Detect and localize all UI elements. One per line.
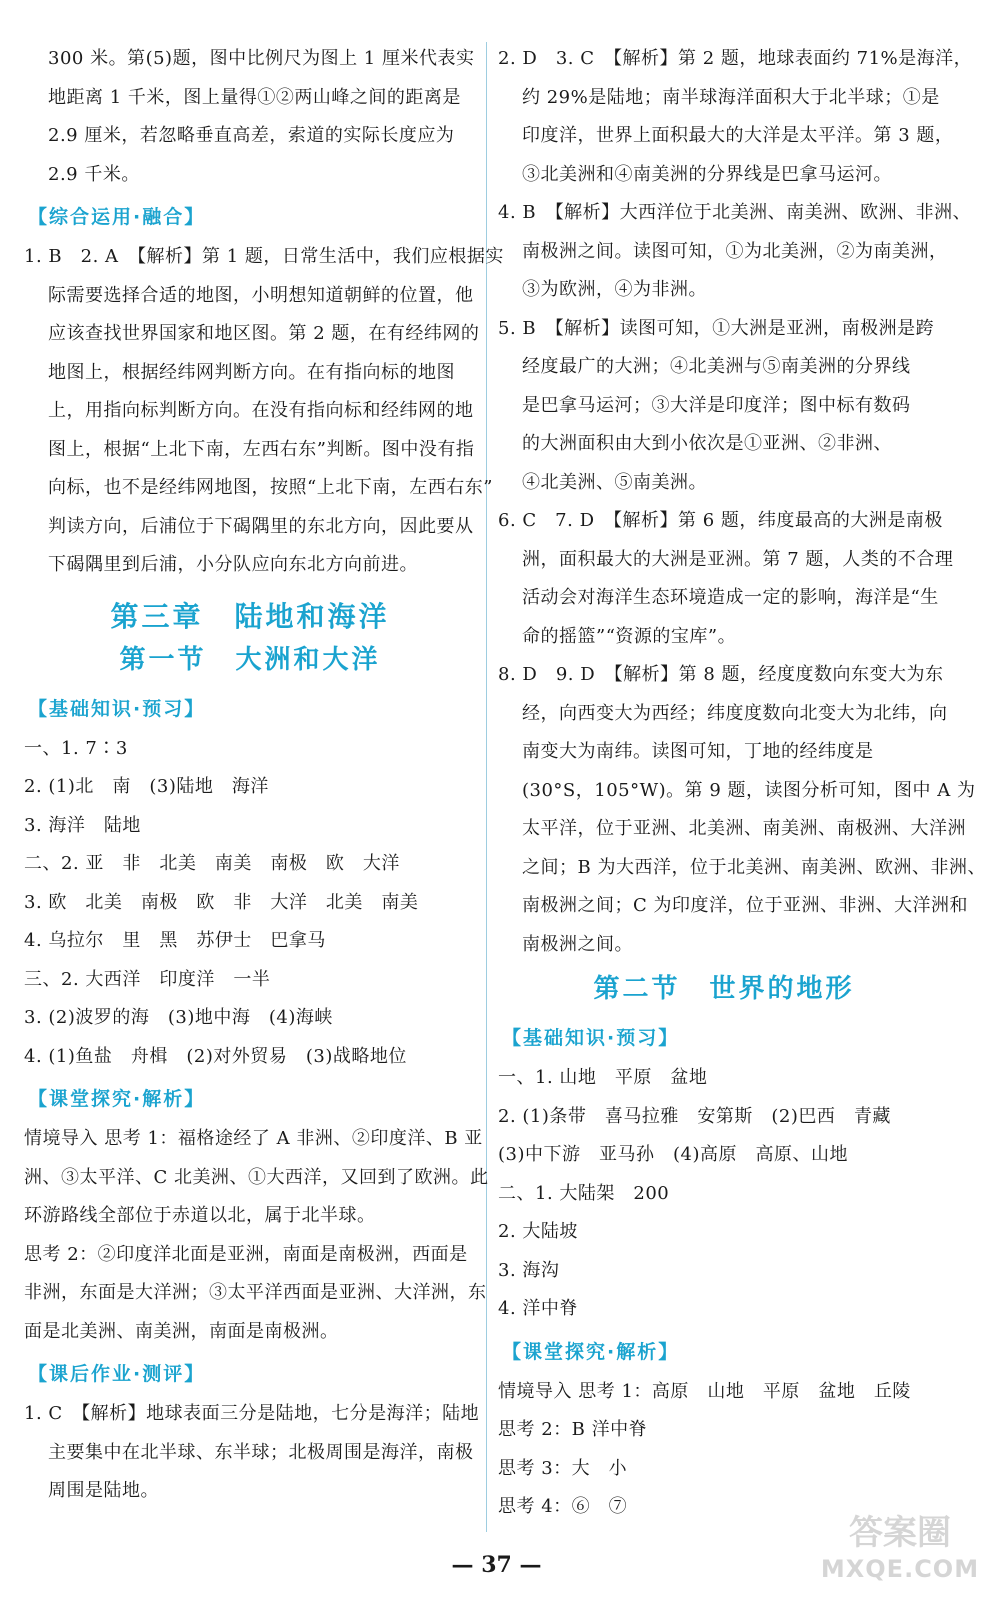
answer-line: 南极洲之间。读图可知，①为北美洲，②为南美洲， bbox=[522, 240, 948, 262]
answer-line: ④北美洲、⑤南美洲。 bbox=[522, 471, 707, 493]
answer-line: 3. 海沟 bbox=[498, 1259, 560, 1281]
answer-line: 2. D 3. C 【解析】第 2 题，地球表面约 71%是海洋， bbox=[498, 48, 973, 69]
answer-line: 情境导入 思考 1：福格途经了 A 非洲、②印度洋、B 亚 bbox=[24, 1128, 483, 1149]
answer-line: 3. 欧 北美 南极 欧 非 大洋 北美 南美 bbox=[24, 891, 419, 913]
answer-line: 6. C 7. D 【解析】第 6 题，纬度最高的大洲是南极 bbox=[498, 510, 943, 531]
answer-line: 4. B 【解析】大西洋位于北美洲、南美洲、欧洲、非洲、 bbox=[498, 202, 972, 223]
answer-line: ③为欧洲，④为非洲。 bbox=[522, 279, 707, 300]
answer-line: 思考 3：大 小 bbox=[498, 1457, 628, 1479]
answer-line: 命的摇篮”“资源的宝库”。 bbox=[522, 625, 737, 647]
chapter-title: 第三章 陆地和海洋 bbox=[110, 599, 390, 633]
answer-line: 情境导入 思考 1：高原 山地 平原 盆地 丘陵 bbox=[498, 1380, 911, 1402]
answer-line: 4. (1)鱼盐 舟楫 (2)对外贸易 (3)战略地位 bbox=[24, 1045, 407, 1067]
answer-line: 2. (1)条带 喜马拉雅 安第斯 (2)巴西 青藏 bbox=[498, 1105, 891, 1127]
lesson-title: 第一节 大洲和大洋 bbox=[119, 644, 381, 675]
answer-line: 印度洋，世界上面积最大的大洋是太平洋。第 3 题， bbox=[522, 125, 954, 146]
text-line: 2.9 厘米，若忽略垂直高差，索道的实际长度应为 bbox=[48, 125, 455, 146]
answer-line: 判读方向，后浦位于下碣隅里的东北方向，因此要从 bbox=[48, 515, 474, 537]
section-header-zonghe: 【综合运用·融合】 bbox=[28, 206, 206, 228]
left-column bbox=[24, 40, 504, 1511]
answer-line: 3. 海洋 陆地 bbox=[24, 814, 141, 836]
answer-line: 二、2. 亚 非 北美 南美 南极 欧 大洋 bbox=[24, 853, 400, 874]
answer-line: 环游路线全部位于赤道以北，属于北半球。 bbox=[24, 1205, 376, 1226]
answer-line: 下碣隅里到后浦，小分队应向东北方向前进。 bbox=[48, 554, 418, 575]
section-header-ketang: 【课堂探究·解析】 bbox=[28, 1088, 206, 1110]
text-line: 2.9 千米。 bbox=[48, 163, 140, 185]
answer-line: 之间；B 为大西洋，位于北美洲、南美洲、欧洲、非洲、 bbox=[522, 856, 986, 878]
section-header-jichu: 【基础知识·预习】 bbox=[502, 1027, 680, 1049]
answer-line: 三、2. 大西洋 印度洋 一半 bbox=[24, 968, 271, 990]
answer-line: ③北美洲和④南美洲的分界线是巴拿马运河。 bbox=[522, 163, 892, 185]
answer-line: 思考 2：②印度洋北面是亚洲，南面是南极洲，西面是 bbox=[24, 1243, 468, 1265]
answer-line: 一、1. 山地 平原 盆地 bbox=[498, 1067, 708, 1088]
right-column bbox=[498, 40, 986, 1527]
answer-line: 地图上，根据经纬网判断方向。在有指向标的地图 bbox=[48, 361, 455, 383]
answer-line: 4. 乌拉尔 里 黑 苏伊士 巴拿马 bbox=[24, 930, 326, 951]
section-header-jichu: 【基础知识·预习】 bbox=[28, 697, 206, 720]
answer-line: 洲，面积最大的大洲是亚洲。第 7 题，人类的不合理 bbox=[522, 548, 954, 570]
section-header-kehou: 【课后作业·测评】 bbox=[28, 1363, 206, 1385]
answer-line: 应该查找世界国家和地区图。第 2 题，在有经纬网的 bbox=[48, 323, 480, 344]
answer-line: 1. B 2. A 【解析】第 1 题，日常生活中，我们应根据实 bbox=[24, 246, 504, 267]
answer-line: 1. C 【解析】地球表面三分是陆地，七分是海洋；陆地 bbox=[24, 1403, 480, 1424]
answer-line: 是巴拿马运河；③大洋是印度洋；图中标有数码 bbox=[522, 394, 911, 416]
answer-line: 主要集中在北半球、东半球；北极周围是海洋，南极 bbox=[48, 1441, 474, 1463]
answer-line: 洲、③太平洋、C 北美洲、①大西洋，又回到了欧洲。此 bbox=[24, 1166, 489, 1188]
answer-line: 南变大为南纬。读图可知，丁地的经纬度是 bbox=[522, 741, 874, 762]
answer-line: 思考 4：⑥ ⑦ bbox=[498, 1496, 628, 1517]
answer-line: 2. (1)北 南 (3)陆地 海洋 bbox=[24, 776, 269, 797]
answer-line: 4. 洋中脊 bbox=[498, 1298, 578, 1319]
answer-line: 5. B 【解析】读图可知，①大洲是亚洲，南极洲是跨 bbox=[498, 317, 935, 339]
answer-line: 南极洲之间；C 为印度洋，位于亚洲、非洲、大洋洲和 bbox=[522, 895, 968, 916]
answer-line: 的大洲面积由大到小依次是①亚洲、②非洲、 bbox=[522, 433, 892, 454]
text-line: 地距离 1 千米，图上量得①②两山峰之间的距离是 bbox=[48, 86, 461, 108]
answer-line: 活动会对海洋生态环境造成一定的影响，海洋是“生 bbox=[522, 587, 939, 608]
lesson-title: 第二节 世界的地形 bbox=[593, 974, 855, 1004]
answer-line: 思考 2：B 洋中脊 bbox=[498, 1419, 648, 1440]
answer-line: 图上，根据“上北下南，左西右东”判断。图中没有指 bbox=[48, 438, 475, 460]
answer-line: 非洲，东面是大洋洲；③太平洋西面是亚洲、大洋洲，东 bbox=[24, 1282, 487, 1303]
answer-line: 8. D 9. D 【解析】第 8 题，经度度数向东变大为东 bbox=[498, 664, 944, 685]
answer-line: 经，向西变大为西经；纬度度数向北变大为北纬，向 bbox=[522, 702, 948, 724]
answer-line: 3. (2)波罗的海 (3)地中海 (4)海峡 bbox=[24, 1007, 333, 1028]
watermark-top-text: 答案圈 bbox=[849, 1513, 951, 1553]
answer-line: 一、1. 7∶3 bbox=[24, 737, 128, 759]
answer-line: 面是北美洲、南美洲，南面是南极洲。 bbox=[24, 1320, 339, 1342]
text-line: 300 米。第(5)题，图中比例尺为图上 1 厘米代表实 bbox=[48, 48, 475, 69]
answer-line: 2. 大陆坡 bbox=[498, 1221, 578, 1242]
answer-line: 约 29%是陆地；南半球海洋面积大于北半球；①是 bbox=[522, 86, 940, 108]
answer-line: 二、1. 大陆架 200 bbox=[498, 1182, 670, 1204]
watermark-bottom-text: MXQE.COM bbox=[820, 1555, 980, 1583]
answer-line: 上，用指向标判断方向。在没有指向标和经纬网的地 bbox=[48, 400, 474, 421]
watermark-logo bbox=[820, 1505, 980, 1595]
section-header-ketang: 【课堂探究·解析】 bbox=[502, 1340, 680, 1363]
answer-line: (3)中下游 亚马孙 (4)高原 高原、山地 bbox=[498, 1144, 848, 1165]
answer-line: 周围是陆地。 bbox=[48, 1480, 159, 1501]
answer-line: 向标，也不是经纬网地图，按照“上北下南，左西右东” bbox=[48, 477, 493, 498]
answer-line: 经度最广的大洲；④北美洲与⑤南美洲的分界线 bbox=[522, 356, 911, 377]
answer-line: (30°S，105°W)。第 9 题，读图分析可知，图中 A 为 bbox=[522, 779, 976, 801]
answer-line: 太平洋，位于亚洲、北美洲、南美洲、南极洲、大洋洲 bbox=[522, 818, 966, 839]
answer-line: 南极洲之间。 bbox=[522, 933, 633, 955]
page-number: — 37 — bbox=[451, 1552, 542, 1578]
answer-line: 际需要选择合适的地图，小明想知道朝鲜的位置，他 bbox=[48, 284, 474, 306]
